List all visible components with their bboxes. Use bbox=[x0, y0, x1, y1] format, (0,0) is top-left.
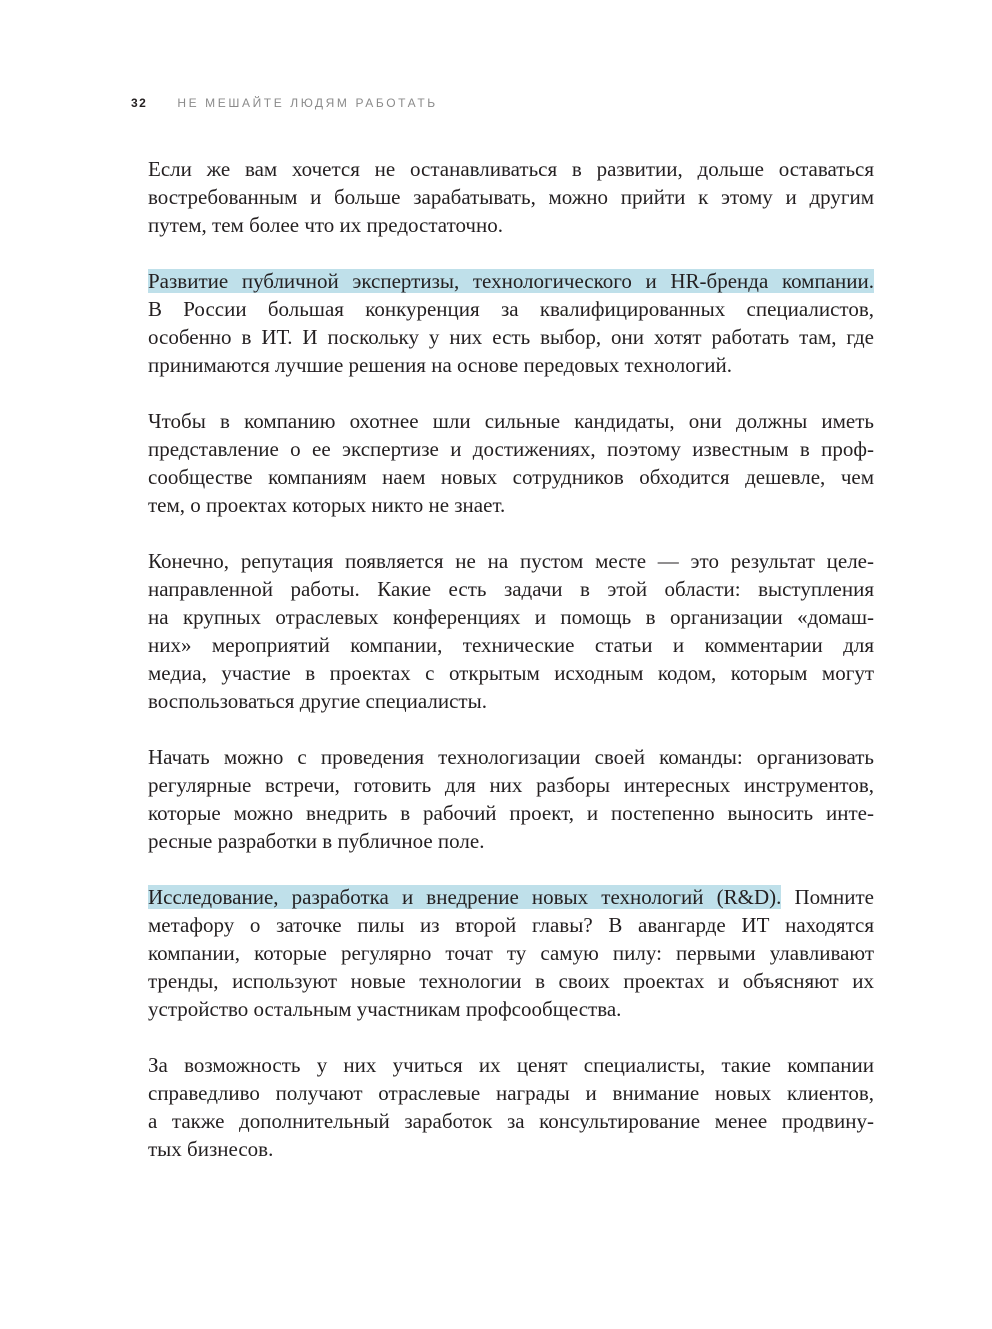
highlighted-heading: Развитие публичной экспертизы, технологического и HR-бренда компании. bbox=[148, 269, 874, 293]
paragraph-3 bbox=[148, 407, 874, 519]
text-line bbox=[148, 267, 874, 295]
page-number: 32 bbox=[131, 96, 148, 110]
text-line: направленной работы. Какие есть задачи в этой области: выступления bbox=[148, 577, 874, 601]
text-line: Конечно, репутация появляется не на пустом месте — это результат целе- bbox=[148, 549, 874, 573]
text-line: сообществе компаниям наем новых сотрудников обходится дешевле, чем bbox=[148, 465, 874, 489]
body-text bbox=[148, 155, 874, 1191]
text-line: них» мероприятий компании, технические статьи и комментарии для bbox=[148, 633, 874, 657]
text-line: тем, о проектах которых никто не знает. bbox=[148, 493, 506, 517]
text-line: В России большая конкуренция за квалифицированных специалистов, bbox=[148, 297, 874, 321]
text-line: воспользоваться другие специалисты. bbox=[148, 689, 487, 713]
paragraph-4 bbox=[148, 547, 874, 715]
highlighted-heading: Исследование, разработка и внедрение новых технологий (R&D). bbox=[148, 885, 782, 909]
text-line: Если же вам хочется не останавливаться в развитии, дольше оставаться bbox=[148, 157, 874, 181]
text-line: справедливо получают отраслевые награды и внимание новых клиентов, bbox=[148, 1081, 874, 1105]
text-line: Начать можно с проведения технологизации своей команды: организовать bbox=[148, 745, 874, 769]
text-line: которые можно внедрить в рабочий проект, и постепенно выносить инте- bbox=[148, 801, 874, 825]
text-line: особенно в ИТ. И поскольку у них есть выбор, они хотят работать там, где bbox=[148, 325, 874, 349]
text-line: представление о ее экспертизе и достижениях, поэтому известным в проф- bbox=[148, 437, 874, 461]
book-title: НЕ МЕШАЙТЕ ЛЮДЯМ РАБОТАТЬ bbox=[177, 96, 438, 110]
text-line: тых бизнесов. bbox=[148, 1137, 274, 1161]
text-line: метафору о заточке пилы из второй главы? В авангарде ИТ находятся bbox=[148, 913, 874, 937]
text-line: медиа, участие в проектах с открытым исходным кодом, которым могут bbox=[148, 661, 874, 685]
paragraph-7 bbox=[148, 1051, 874, 1163]
text-fragment: Помните bbox=[781, 885, 875, 909]
text-line: Чтобы в компанию охотнее шли сильные кандидаты, они должны иметь bbox=[148, 409, 874, 433]
paragraph-6 bbox=[148, 883, 874, 1023]
text-line: тренды, используют новые технологии в своих проектах и объясняют их bbox=[148, 969, 874, 993]
running-head bbox=[131, 96, 438, 110]
text-line: ресные разработки в публичное поле. bbox=[148, 829, 485, 853]
text-line: За возможность у них учиться их ценят специалисты, такие компании bbox=[148, 1053, 874, 1077]
text-line: востребованным и больше зарабатывать, можно прийти к этому и другим bbox=[148, 185, 874, 209]
text-line: на крупных отраслевых конференциях и помощь в организации «домаш- bbox=[148, 605, 874, 629]
text-line: устройство остальным участникам профсообщества. bbox=[148, 997, 622, 1021]
text-line: путем, тем более что их предостаточно. bbox=[148, 213, 503, 237]
paragraph-2 bbox=[148, 267, 874, 379]
text-line bbox=[148, 883, 874, 911]
text-line: компании, которые регулярно точат ту самую пилу: первыми улавливают bbox=[148, 941, 874, 965]
text-line: а также дополнительный заработок за консультирование менее продвину- bbox=[148, 1109, 874, 1133]
text-line: регулярные встречи, готовить для них разборы интересных инструментов, bbox=[148, 773, 874, 797]
text-line: принимаются лучшие решения на основе передовых технологий. bbox=[148, 353, 733, 377]
paragraph-5 bbox=[148, 743, 874, 855]
paragraph-1 bbox=[148, 155, 874, 239]
